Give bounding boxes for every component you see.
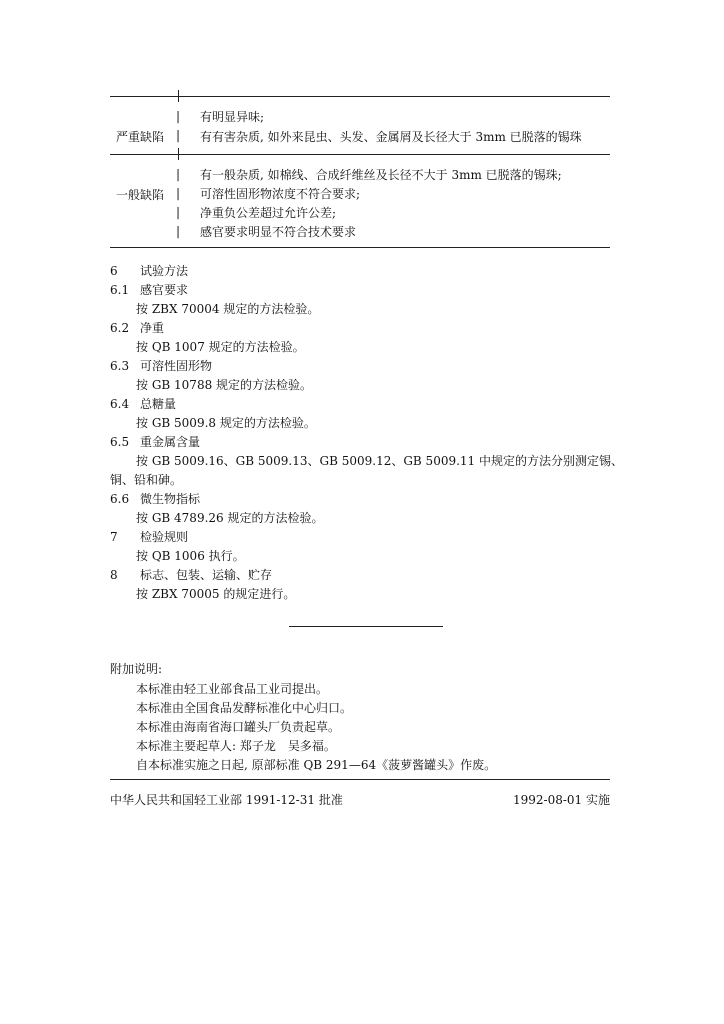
table-bar: |: [176, 109, 181, 123]
section-number: 6.6: [110, 492, 130, 506]
section-body: 按 ZBX 70005 的规定进行。: [136, 587, 296, 601]
table-item: 有明显异味;: [200, 110, 265, 124]
section-title: 标志、包装、运输、贮存: [140, 568, 273, 582]
section-heading: [110, 357, 212, 374]
section-body: 按 GB 5009.16、GB 5009.13、GB 5009.12、GB 5009.11 中规定的方法分别测定锡、: [136, 454, 623, 468]
section-number: 6: [110, 264, 118, 278]
section-number: 6.1: [110, 283, 130, 297]
table-bar: |: [176, 186, 181, 200]
approval-date: 中华人民共和国轻工业部 1991-12-31 批准: [110, 793, 343, 807]
section-heading: [110, 433, 200, 450]
table-bar: |: [176, 205, 181, 219]
table-top-rule: [110, 96, 610, 97]
section-body: 按 QB 1007 规定的方法检验。: [136, 340, 305, 354]
notes-line: 本标准由轻工业部食品工业司提出。: [136, 682, 329, 696]
section-heading: [110, 319, 164, 336]
section-body: 按 GB 4789.26 规定的方法检验。: [136, 511, 324, 525]
table-item: 有有害杂质, 如外来昆虫、头发、金属屑及长径大于 3mm 已脱落的锡珠: [200, 130, 582, 144]
table-category: 严重缺陷: [116, 130, 165, 144]
notes-line: 本标准由海南省海口罐头厂负责起草。: [136, 720, 341, 734]
section-number: 7: [110, 530, 118, 544]
notes-line: 自本标准实施之日起, 原部标准 QB 291—64《菠萝酱罐头》作废。: [136, 758, 497, 772]
section-body: 按 QB 1006 执行。: [136, 549, 245, 563]
table-bottom-rule: [110, 247, 610, 248]
section-title: 微生物指标: [140, 492, 201, 506]
notes-line: 本标准由全国食品发酵标准化中心归口。: [136, 701, 353, 715]
table-bar: |: [176, 167, 181, 181]
section-body-continuation: 铜、铅和砷。: [110, 473, 183, 487]
table-item: 可溶性固形物浓度不符合要求;: [200, 187, 361, 201]
section-title: 试验方法: [140, 264, 189, 278]
implementation-date: 1992-08-01 实施: [512, 793, 610, 807]
table-item: 感官要求明显不符合技术要求: [200, 225, 357, 239]
end-divider: [289, 626, 443, 627]
section-number: 6.5: [110, 435, 130, 449]
section-heading: [110, 566, 272, 583]
footer-rule: [110, 779, 610, 780]
section-number: 8: [110, 568, 118, 582]
notes-line: 本标准主要起草人: 郑子龙 吴多福。: [136, 739, 336, 753]
section-number: 6.3: [110, 359, 130, 373]
table-cross-tick: [178, 90, 179, 102]
table-cross-tick: [178, 148, 179, 160]
section-number: 6.4: [110, 397, 130, 411]
section-title: 检验规则: [140, 530, 189, 544]
table-item: 有一般杂质, 如棉线、合成纤维丝及长径不大于 3mm 已脱落的锡珠;: [200, 168, 562, 182]
section-title: 总糖量: [140, 397, 177, 411]
section-heading: [110, 395, 176, 412]
notes-heading: 附加说明:: [110, 662, 163, 676]
section-heading: [110, 490, 200, 507]
section-title: 可溶性固形物: [140, 359, 213, 373]
section-body: 按 ZBX 70004 规定的方法检验。: [136, 302, 320, 316]
section-title: 净重: [140, 321, 165, 335]
section-title: 重金属含量: [140, 435, 201, 449]
table-mid-rule: [110, 154, 610, 155]
section-heading: [110, 528, 188, 545]
section-heading: [110, 262, 188, 279]
table-bar: |: [176, 224, 181, 238]
table-item: 净重负公差超过允许公差;: [200, 206, 337, 220]
table-category: 一般缺陷: [116, 188, 165, 202]
section-body: 按 GB 10788 规定的方法检验。: [136, 378, 313, 392]
section-number: 6.2: [110, 321, 130, 335]
section-body: 按 GB 5009.8 规定的方法检验。: [136, 416, 316, 430]
section-heading: [110, 281, 188, 298]
section-title: 感官要求: [140, 283, 189, 297]
table-bar: |: [176, 128, 181, 142]
